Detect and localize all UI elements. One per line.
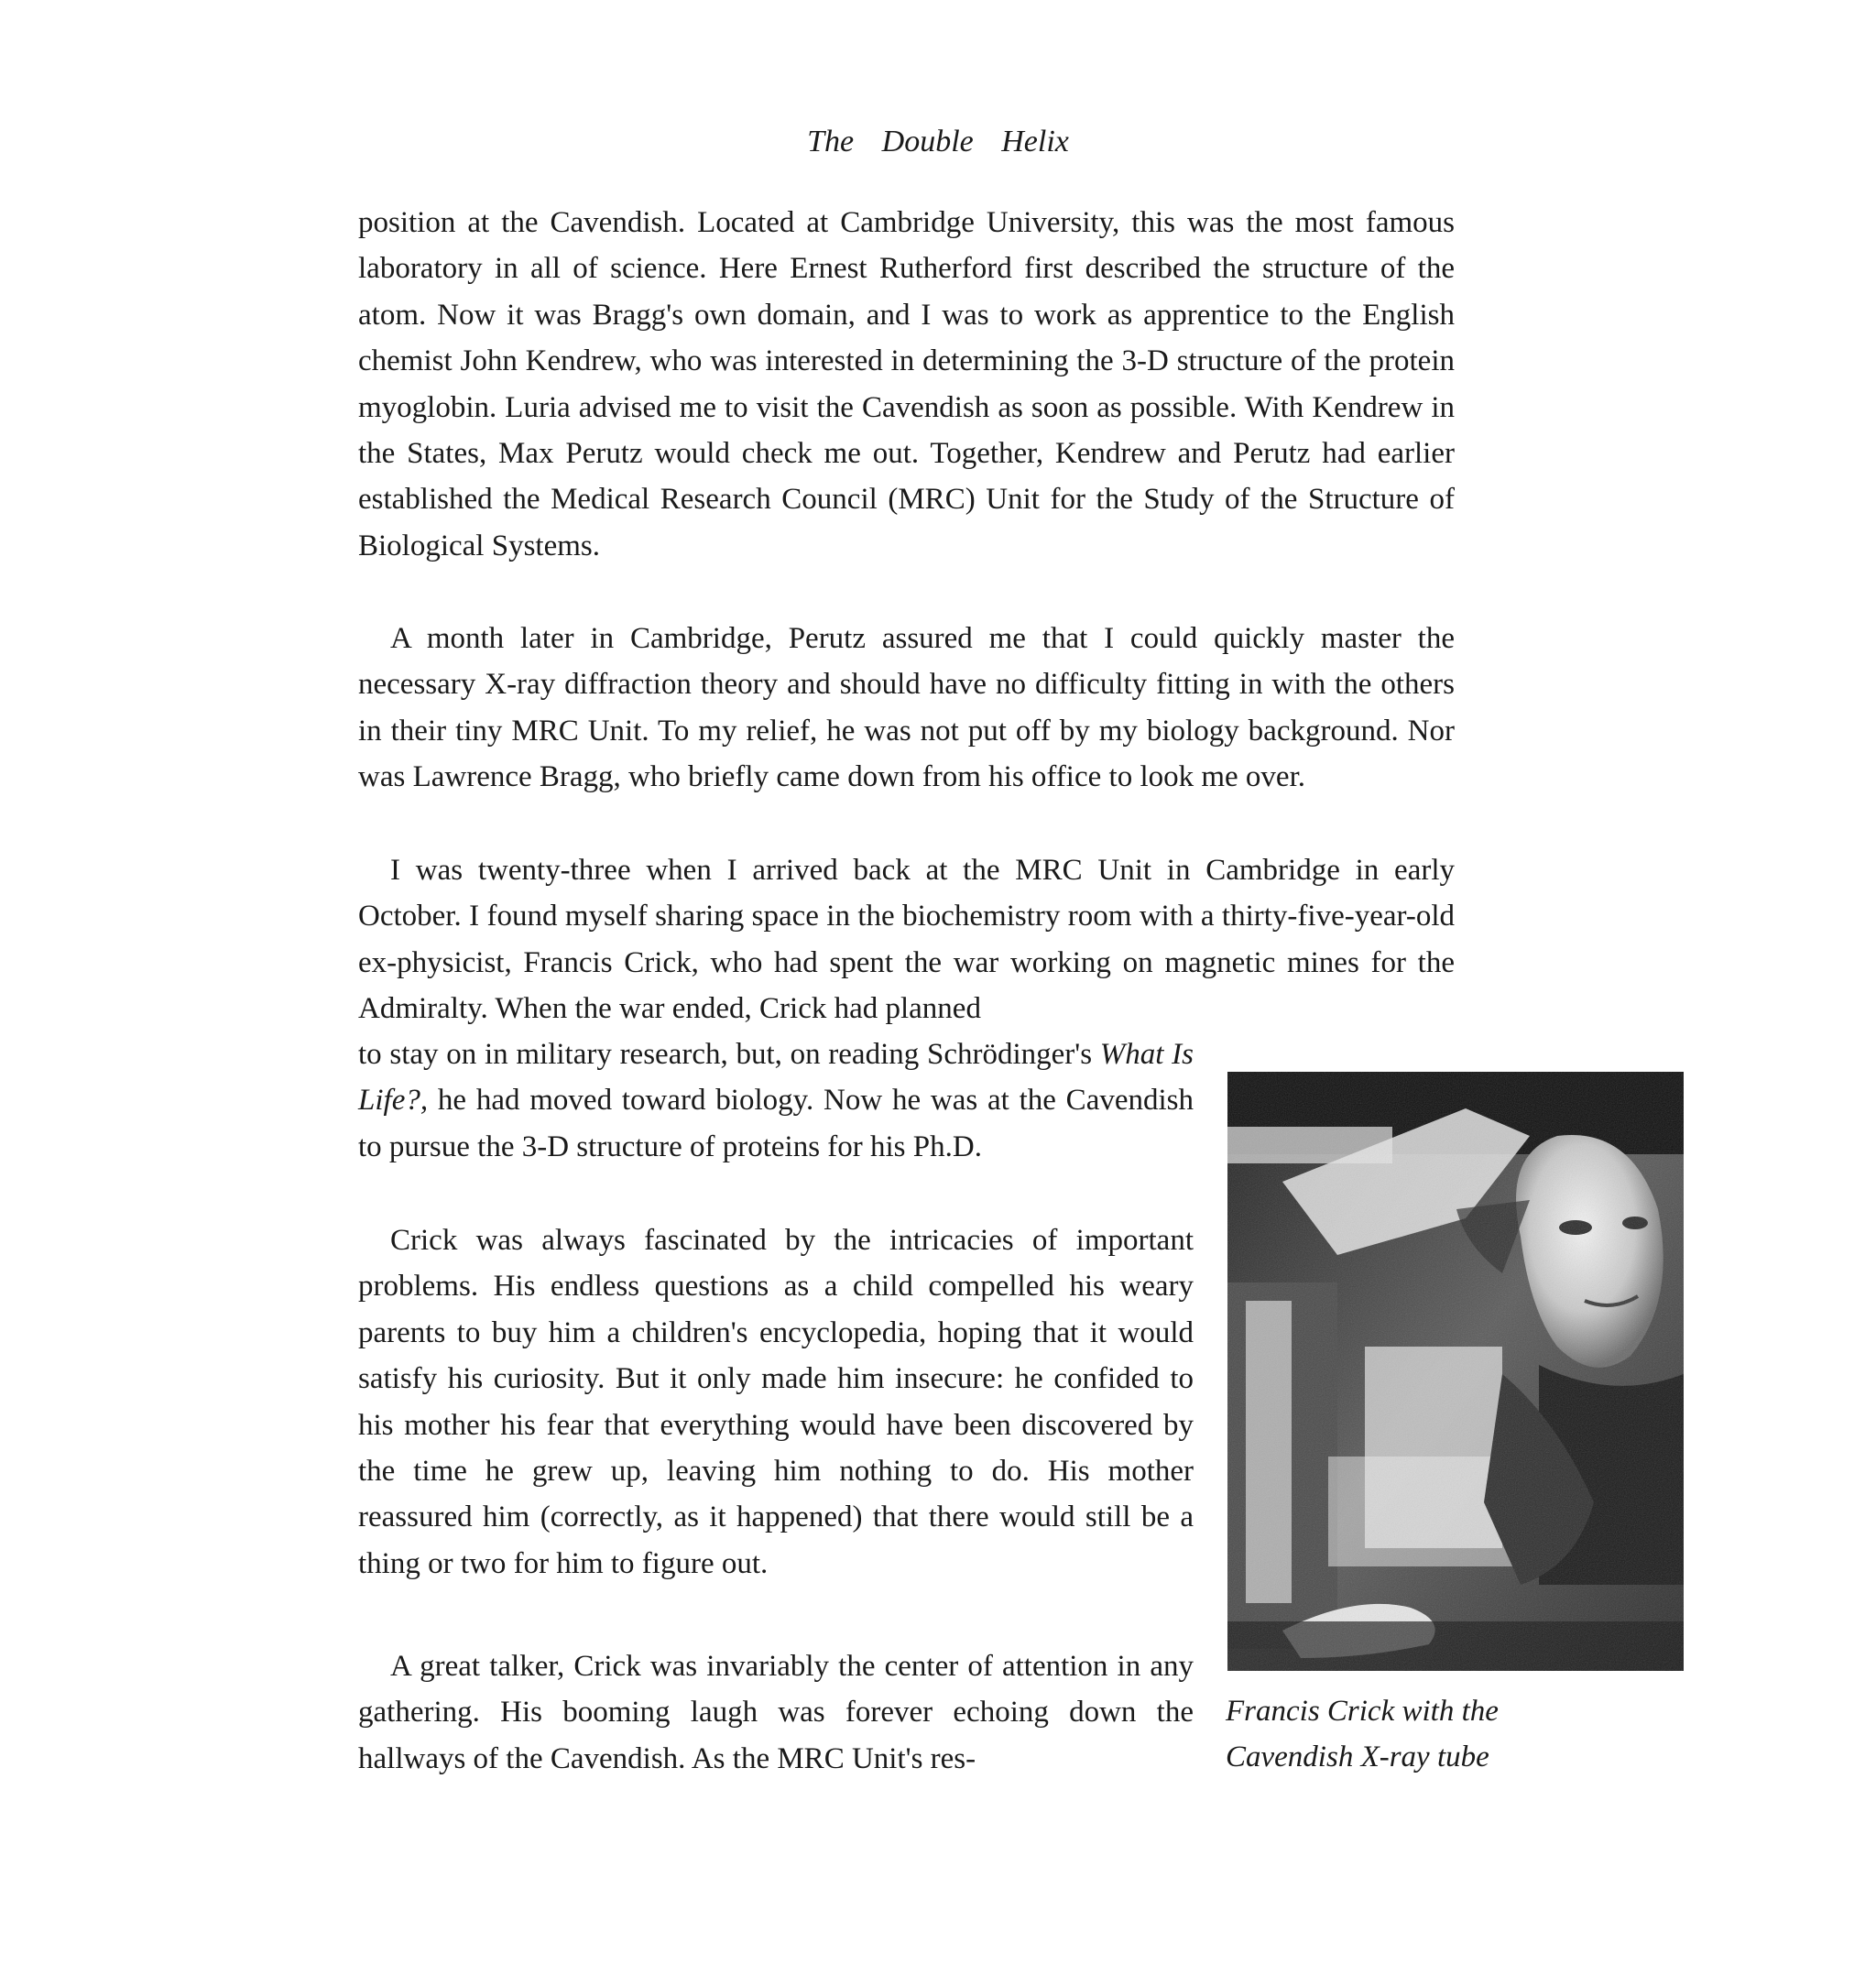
- paragraph-3-text-b: he had moved toward biology. Now he was at the Cavendish to pursue the 3-D structure of proteins for his Ph.D.: [358, 1084, 1194, 1163]
- paragraph-3-continued: [358, 1031, 1194, 1170]
- figure-caption: [1226, 1688, 1610, 1781]
- francis-crick-photo: [1227, 1072, 1684, 1671]
- caption-line-1: Francis Crick with the: [1226, 1695, 1499, 1728]
- running-head: The Double Helix: [807, 125, 1069, 158]
- paragraph-1: position at the Cavendish. Located at Cambridge University, this was the most famous laboratory in all of science. Here Ernest Rutherford first described the structure of the atom. Now it was Bragg's own domain, and I was to work as apprentice to the English chemist John Kendrew, who was interested in determining the 3-D structure of the protein myoglobin. Luria advised me to visit the Cavendish as soon as possible. With Kendrew in the States, Max Perutz would check me out. Together, Kendrew and Perutz had earlier established the Medical Research Council (MRC) Unit for the Study of the Structure of Biological Systems.: [358, 206, 1455, 562]
- paragraph-3-top: I was twenty-three when I arrived back at the MRC Unit in Cambridge in early October. I found myself sharing space in the biochemistry room with a thirty-five-year-old ex-physicist, Francis Crick, who had spent the war working on magnetic mines for the Admiralty. When the war ended, Crick had planned: [358, 854, 1455, 1026]
- paragraph-5: A great talker, Crick was invariably the center of attention in any gathering. His booming laugh was forever echoing down the hallways of the Cavendish. As the MRC Unit's res-: [358, 1650, 1194, 1775]
- caption-line-2: Cavendish X-ray tube: [1226, 1740, 1489, 1774]
- paragraph-3-text-a: to stay on in military research, but, on reading Schrödinger's: [358, 1038, 1093, 1071]
- paragraph-4: Crick was always fascinated by the intricacies of important problems. His endless questions as a child compelled his weary parents to buy him a children's encyclopedia, hoping that it would satisfy his curiosity. But it only made him insecure: he confided to his mother his fear that everything would have been discovered by the time he grew up, leaving him nothing to do. His mother reassured him (correctly, as it happened) that there would still be a thing or two for him to figure out.: [358, 1224, 1194, 1580]
- paragraph-2: A month later in Cambridge, Perutz assured me that I could quickly master the necessary X-ray diffraction theory and should have no difficulty fitting in with the others in their tiny MRC Unit. To my relief, he was not put off by my biology background. Nor was Lawrence Bragg, who briefly came down from his office to look me over.: [358, 622, 1455, 794]
- book-title: What Is Life?,: [358, 1038, 1194, 1118]
